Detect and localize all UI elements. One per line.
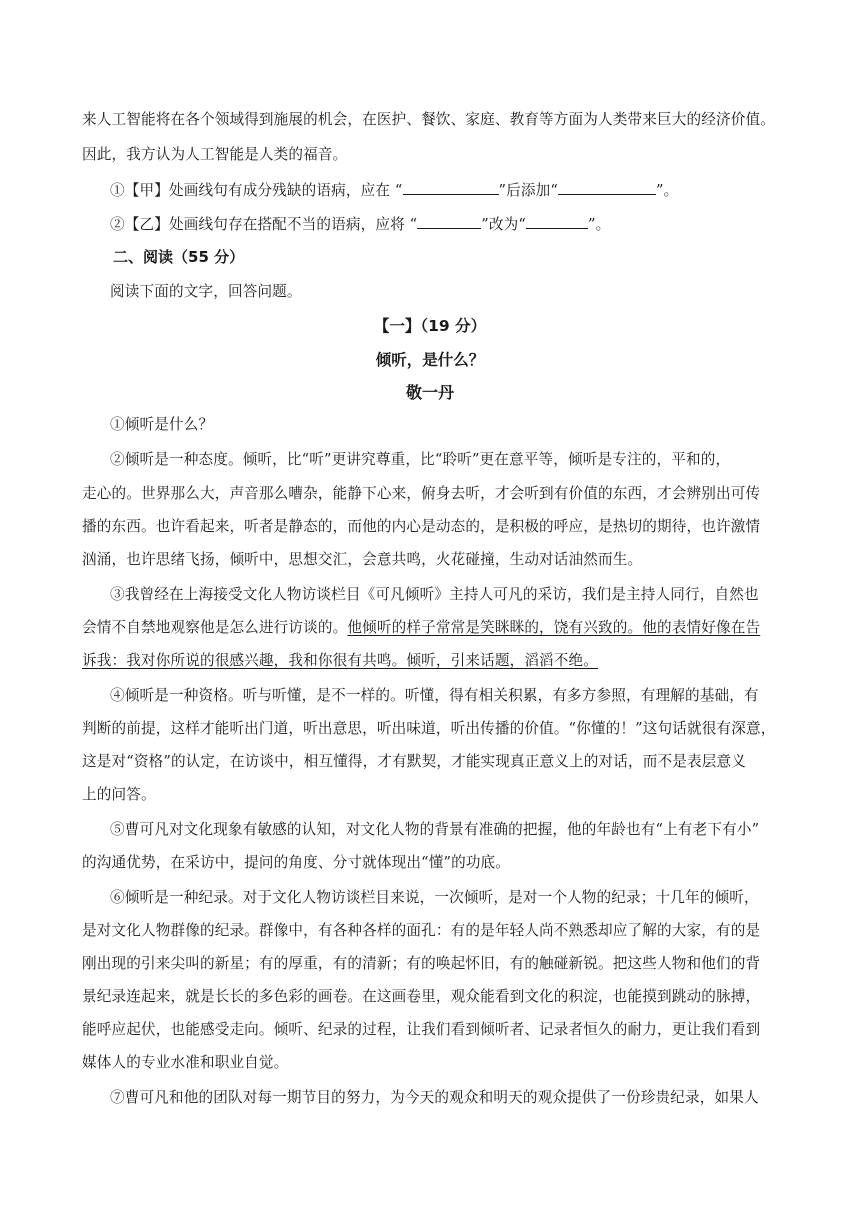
- paragraph-line: ②倾听是一种态度。倾听，比“听”更讲究尊重，比“聆听”更在意平等，倾听是专注的，平和的，: [110, 451, 731, 468]
- question-text: ”。: [656, 182, 679, 199]
- question-text: ①【甲】处画线句有成分残缺的语病，应在 “: [110, 182, 403, 199]
- text-line: 因此，我方认为人工智能是人类的福音。: [82, 146, 348, 163]
- paragraph-line: ⑤曹可凡对文化现象有敏感的认知，对文化人物的背景有准确的把握，他的年龄也有“上有老下有小”: [110, 821, 760, 838]
- paragraph-line: 刚出现的引来尖叫的新星；有的厚重，有的清新；有的唤起怀旧，有的触碰新锐。把这些人物和他们的背: [82, 955, 761, 972]
- paragraph-line: 的沟通优势，在采访中，提问的角度、分寸就体现出“懂”的功底。: [82, 854, 511, 871]
- underlined-sentence: 诉我：我对你所说的很感兴趣，我和你很有共鸣。倾听，引来话题，滔滔不绝。: [82, 652, 599, 669]
- question-text: ”后添加“: [498, 182, 558, 199]
- answer-blank: [558, 180, 656, 195]
- article-title: 倾听，是什么？: [375, 351, 485, 369]
- paragraph-line: ⑥倾听是一种纪录。对于文化人物访谈栏目来说，一次倾听，是对一个人物的纪录；十几年的倾听，: [110, 889, 759, 906]
- paragraph-line: 能呼应起伏，也能感受走向。倾听、纪录的过程，让我们看到倾听者、记录者恒久的耐力，更让我们看到: [82, 1021, 761, 1038]
- paragraph-line: 是对文化人物群像的纪录。群像中，有各种各样的面孔：有的是年轻人尚不熟悉却应了解的大家，有的是: [82, 922, 761, 939]
- paragraph-line: ③我曾经在上海接受文化人物访谈栏目《可凡倾听》主持人可凡的采访，我们是主持人同行，自然也: [110, 586, 759, 603]
- text-line: 来人工智能将在各个领域得到施展的机会，在医护、餐饮、家庭、教育等方面为人类带来巨大的经济价值。: [82, 111, 775, 128]
- question-text: ②【乙】处画线句存在搭配不当的语病，应将 “: [110, 216, 418, 233]
- paragraph-line: 上的问答。: [82, 786, 156, 803]
- part-label: 【一】（19 分）: [373, 317, 487, 335]
- paragraph-line: 景纪录连起来，就是长长的多色彩的画卷。在这画卷里，观众能看到文化的积淀，也能摸到跳动的脉搏，: [82, 988, 761, 1005]
- answer-blank: [403, 180, 499, 195]
- paragraph-line: 这是对“资格”的认定，在访谈中，相互懂得，才有默契，才能实现真正意义上的对话，而不是表层意义: [82, 753, 746, 770]
- question-1: [110, 180, 782, 201]
- underlined-sentence: 他倾听的样子常常是笑眯眯的，饶有兴致的。他的表情好像在告: [347, 619, 761, 636]
- question-text: ”改为“: [481, 216, 526, 233]
- paragraph-line: [82, 651, 782, 671]
- paragraph-line: 媒体人的专业水准和职业自觉。: [82, 1054, 289, 1071]
- article-author: 敬一丹: [405, 383, 454, 402]
- paragraph-line: ④倾听是一种资格。听与听懂，是不一样的。听懂，得有相关积累，有多方参照，有理解的基础，有: [110, 687, 759, 704]
- paragraph-line: ⑦曹可凡和他的团队对每一期节目的努力，为今天的观众和明天的观众提供了一份珍贵纪录，如果人: [110, 1089, 759, 1106]
- plain-text: 会情不自禁地观察他是怎么进行访谈的。: [82, 619, 348, 636]
- paragraph-line: 走心的。世界那么大，声音那么嘈杂，能静下心来，俯身去听，才会听到有价值的东西，才会辨别出可传: [82, 485, 761, 502]
- paragraph-line: 汹涌，也许思绪飞扬，倾听中，思想交汇，会意共鸣，火花碰撞，生动对话油然而生。: [82, 551, 643, 568]
- question-text: ”。: [588, 216, 611, 233]
- section-heading: 二、阅读（55 分）: [113, 248, 245, 266]
- paragraph-line: 播的东西。也许看起来，听者是静态的，而他的内心是动态的，是积极的呼应，是热切的期待，也许激情: [82, 518, 761, 535]
- paragraph-line: [82, 618, 782, 638]
- paragraph-line: ①倾听是什么？: [110, 416, 214, 433]
- answer-blank: [417, 214, 481, 229]
- section-instruction: 阅读下面的文字，回答问题。: [110, 283, 302, 300]
- paragraph-line: 判断的前提，这样才能听出门道，听出意思，听出味道，听出传播的价值。“你懂的！”这句话就很有深意，: [82, 720, 776, 737]
- answer-blank: [526, 214, 588, 229]
- question-2: [110, 214, 782, 235]
